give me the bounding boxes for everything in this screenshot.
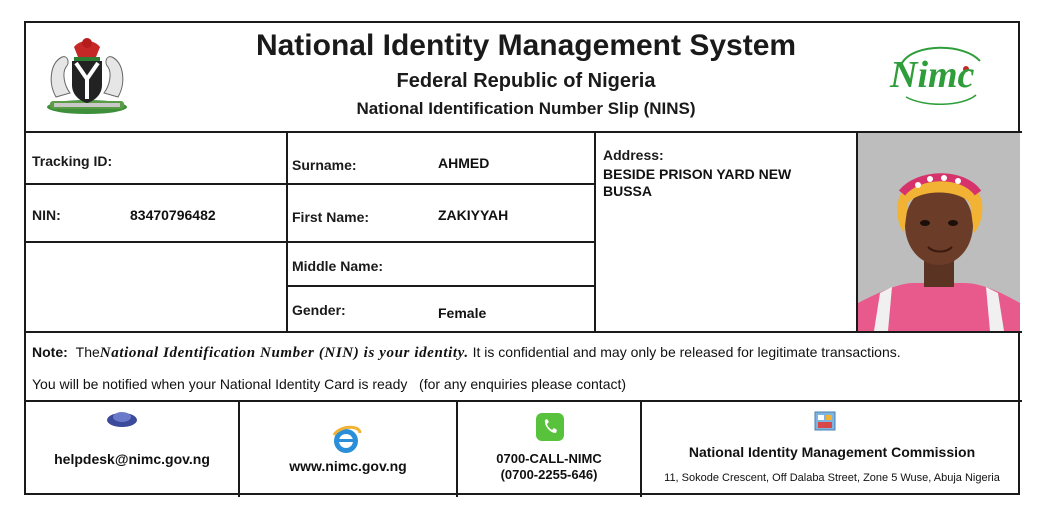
middle-name-label: Middle Name: bbox=[292, 258, 384, 274]
nin-label: NIN: bbox=[32, 207, 61, 223]
phone-number-digits: (0700-2255-646) bbox=[500, 467, 598, 482]
note-label: Note: bbox=[32, 344, 68, 360]
phone-icon bbox=[536, 413, 564, 441]
gender-value: Female bbox=[438, 305, 487, 321]
surname-value: AHMED bbox=[438, 155, 490, 171]
nin-value: 83470796482 bbox=[130, 207, 216, 223]
address-label: Address: bbox=[603, 147, 664, 163]
nimc-logo-icon bbox=[884, 39, 994, 109]
note-line-2: You will be notified when your National Identity Card is ready (for any enquiries please contact) bbox=[32, 376, 627, 392]
org-name: National Identity Management Commission bbox=[688, 444, 976, 460]
address-value: BESIDE PRISON YARD NEW BUSSA bbox=[603, 166, 792, 199]
email-icon bbox=[106, 409, 138, 429]
helpdesk-email: helpdesk@nimc.gov.ng bbox=[54, 451, 210, 467]
org-address: 11, Sokode Crescent, Off Dalaba Street, Zone 5 Wuse, Abuja Nigeria bbox=[664, 472, 1000, 484]
gender-label: Gender: bbox=[292, 302, 346, 318]
note-line-1 bbox=[32, 344, 901, 362]
website: www.nimc.gov.ng bbox=[289, 458, 407, 474]
surname-label: Surname: bbox=[292, 157, 357, 173]
building-icon bbox=[814, 411, 836, 431]
slip-title: National Identification Number Slip (NINS) bbox=[356, 99, 696, 118]
person-photo bbox=[858, 133, 1020, 331]
note-prefix: The bbox=[75, 344, 100, 360]
first-name-label: First Name: bbox=[292, 209, 370, 225]
country-subtitle: Federal Republic of Nigeria bbox=[396, 70, 656, 92]
browser-icon bbox=[330, 425, 362, 457]
phone-number: 0700-CALL-NIMC bbox=[496, 451, 602, 466]
nimc-logo-text: Nimc bbox=[890, 54, 975, 96]
page-title: National Identity Management System bbox=[255, 29, 797, 62]
note-rest: It is confidential and may only be released for legitimate transactions. bbox=[472, 344, 901, 360]
note-emphasis: National Identification Number (NIN) is your identity. bbox=[99, 345, 469, 361]
nin-slip bbox=[24, 21, 1020, 495]
tracking-id-label: Tracking ID: bbox=[32, 153, 113, 169]
first-name-value: ZAKIYYAH bbox=[438, 207, 509, 223]
